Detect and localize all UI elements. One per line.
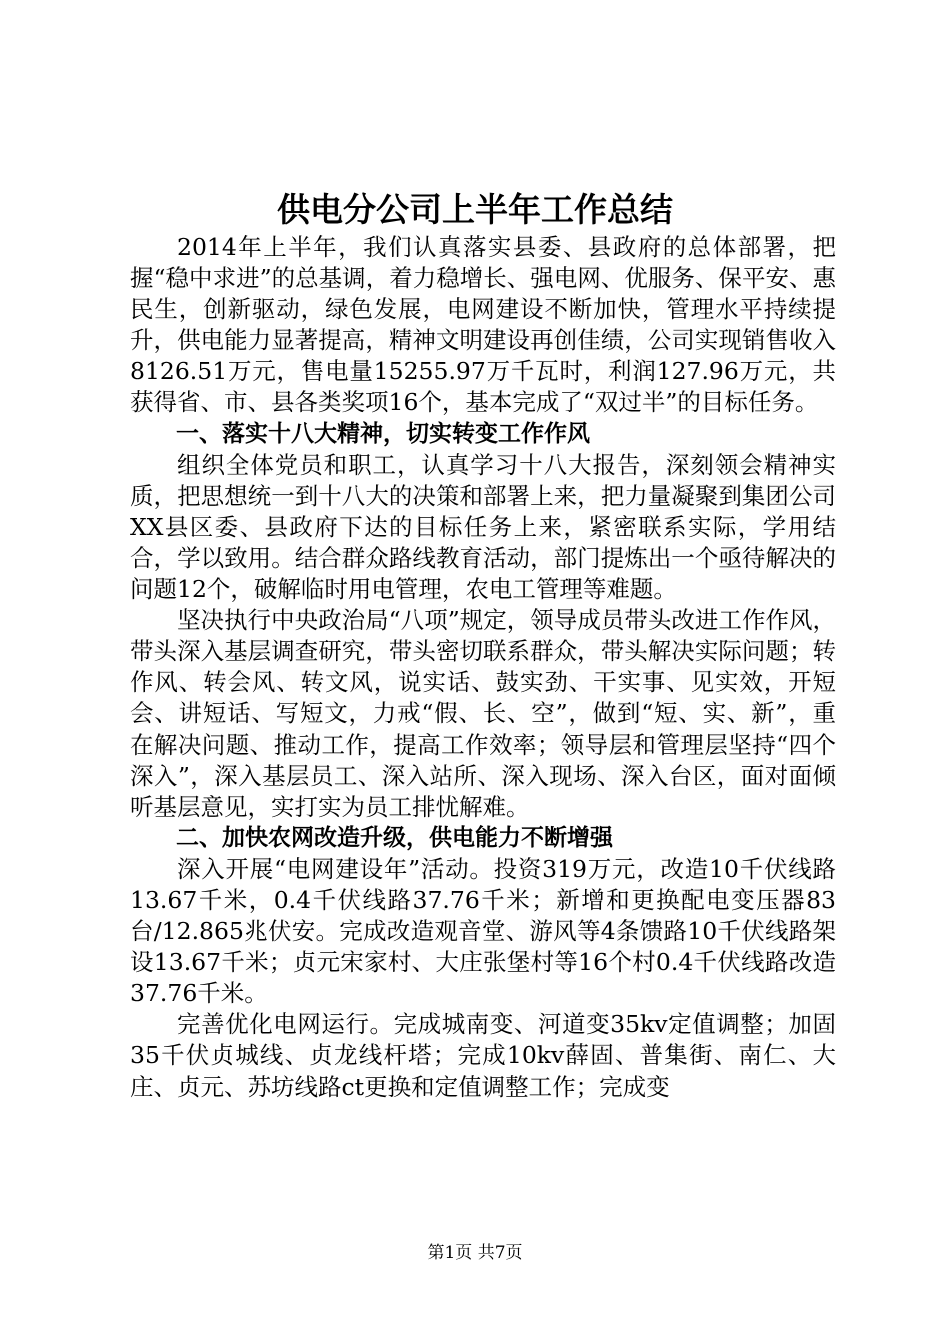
section-2-paragraph-1: 深入开展“电网建设年”活动。投资319万元，改造10千伏线路13.67千米，0.4千伏线路37.76千米；新增和更换配电变压器83台/12.865兆伏安。完成改造观音堂、游风等4条馈路10千伏线路架设13.67千米；贞元宋家村、大庄张堡村等16个村0.4千伏线路改造37.76千米。 bbox=[130, 854, 836, 1008]
document-body bbox=[130, 232, 836, 1103]
section-1-heading: 一、落实十八大精神，切实转变工作作风 bbox=[176, 420, 590, 447]
document-title: 供电分公司上半年工作总结 bbox=[277, 190, 673, 229]
section-1-paragraph-2: 坚决执行中央政治局“八项”规定，领导成员带头改进工作作风，带头深入基层调查研究，带头密切联系群众，带头解决实际问题；转作风、转会风、转文风，说实话、鼓实劲、干实事、见实效，开短会、讲短话、写短文，力戒“假、长、空”，做到“短、实、新”，重在解决问题、推动工作，提高工作效率；领导层和管理层坚持“四个深入”，深入基层员工、深入站所、深入现场、深入台区，面对面倾听基层意见，实打实为员工排忧解难。 bbox=[130, 606, 836, 821]
section-2-heading: 二、加快农网改造升级，供电能力不断增强 bbox=[176, 824, 613, 851]
intro-paragraph: 2014年上半年，我们认真落实县委、县政府的总体部署，把握“稳中求进”的总基调，着力稳增长、强电网、优服务、保平安、惠民生，创新驱动，绿色发展，电网建设不断加快，管理水平持续提升，供电能力显著提高，精神文明建设再创佳绩，公司实现销售收入8126.51万元，售电量15255.97万千瓦时，利润127.96万元，共获得省、市、县各类奖项16个，基本完成了“双过半”的目标任务。 bbox=[130, 233, 836, 417]
section-2-paragraph-2: 完善优化电网运行。完成城南变、河道变35kv定值调整；加固35千伏贞城线、贞龙线杆塔；完成10kv薛固、普集街、南仁、大庄、贞元、苏坊线路ct更换和定值调整工作；完成变 bbox=[130, 1010, 836, 1101]
page-number-footer: 第1页 共7页 bbox=[427, 1243, 523, 1263]
section-1-paragraph-1: 组织全体党员和职工，认真学习十八大报告，深刻领会精神实质，把思想统一到十八大的决策和部署上来，把力量凝聚到集团公司XX县区委、县政府下达的目标任务上来，紧密联系实际，学用结合，学以致用。结合群众路线教育活动，部门提炼出一个亟待解决的问题12个，破解临时用电管理，农电工管理等难题。 bbox=[130, 450, 836, 604]
